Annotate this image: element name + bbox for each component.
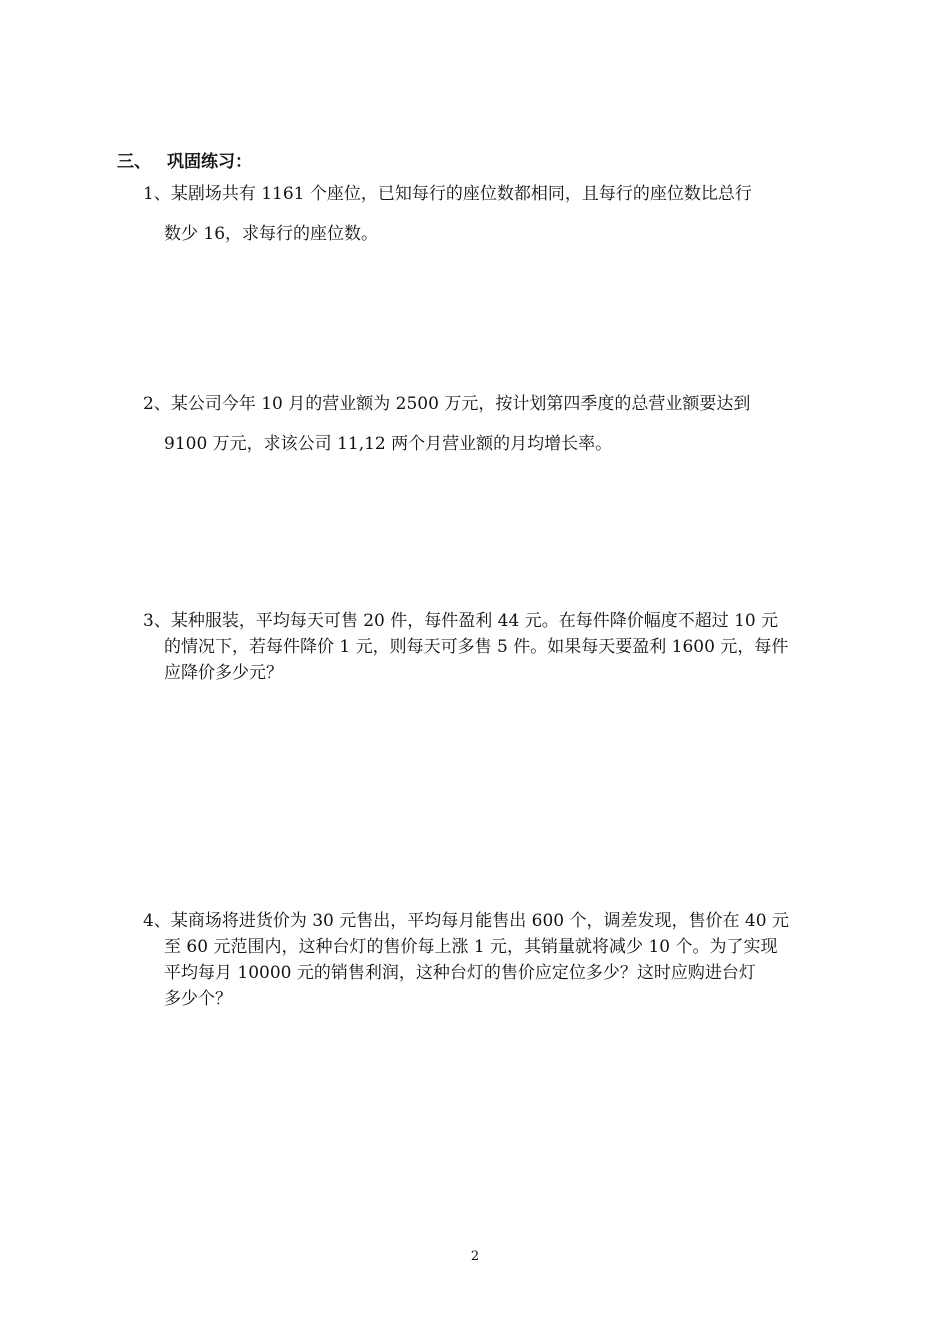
- problem-4-line-2: 至 60 元范围内，这种台灯的售价每上涨 1 元，其销量就将减少 10 个。为了实现: [164, 937, 778, 957]
- problem-4-line-4: 多少个？: [164, 989, 232, 1009]
- page-number: 2: [470, 1249, 480, 1264]
- problem-4-line-3: 平均每月 10000 元的销售利润，这种台灯的售价应定位多少？这时应购进台灯: [164, 963, 756, 983]
- problem-2-line-2: 9100 万元，求该公司 11,12 两个月营业额的月均增长率。: [164, 434, 613, 454]
- section-title: 巩固练习：: [167, 152, 252, 172]
- problem-2-line-1: 2、某公司今年 10 月的营业额为 2500 万元，按计划第四季度的总营业额要达到: [143, 394, 751, 414]
- problem-1: [143, 174, 811, 254]
- problem-1-line-2: 数少 16，求每行的座位数。: [164, 224, 379, 244]
- problem-4: [143, 908, 811, 1012]
- section-number: 三、: [117, 152, 151, 172]
- section-heading: [117, 150, 252, 174]
- problem-4-line-1: 4、某商场将进货价为 30 元售出，平均每月能售出 600 个，调差发现，售价在 40 元: [143, 911, 789, 931]
- problem-2: [143, 384, 811, 464]
- problem-3: [143, 608, 811, 686]
- problem-3-line-3: 应降价多少元？: [164, 663, 283, 683]
- problem-1-line-1: 1、某剧场共有 1161 个座位，已知每行的座位数都相同，且每行的座位数比总行: [143, 184, 752, 204]
- problem-3-line-2: 的情况下，若每件降价 1 元，则每天可多售 5 件。如果每天要盈利 1600 元，每件: [164, 637, 789, 657]
- problem-3-line-1: 3、某种服装，平均每天可售 20 件，每件盈利 44 元。在每件降价幅度不超过 10 元: [143, 611, 779, 631]
